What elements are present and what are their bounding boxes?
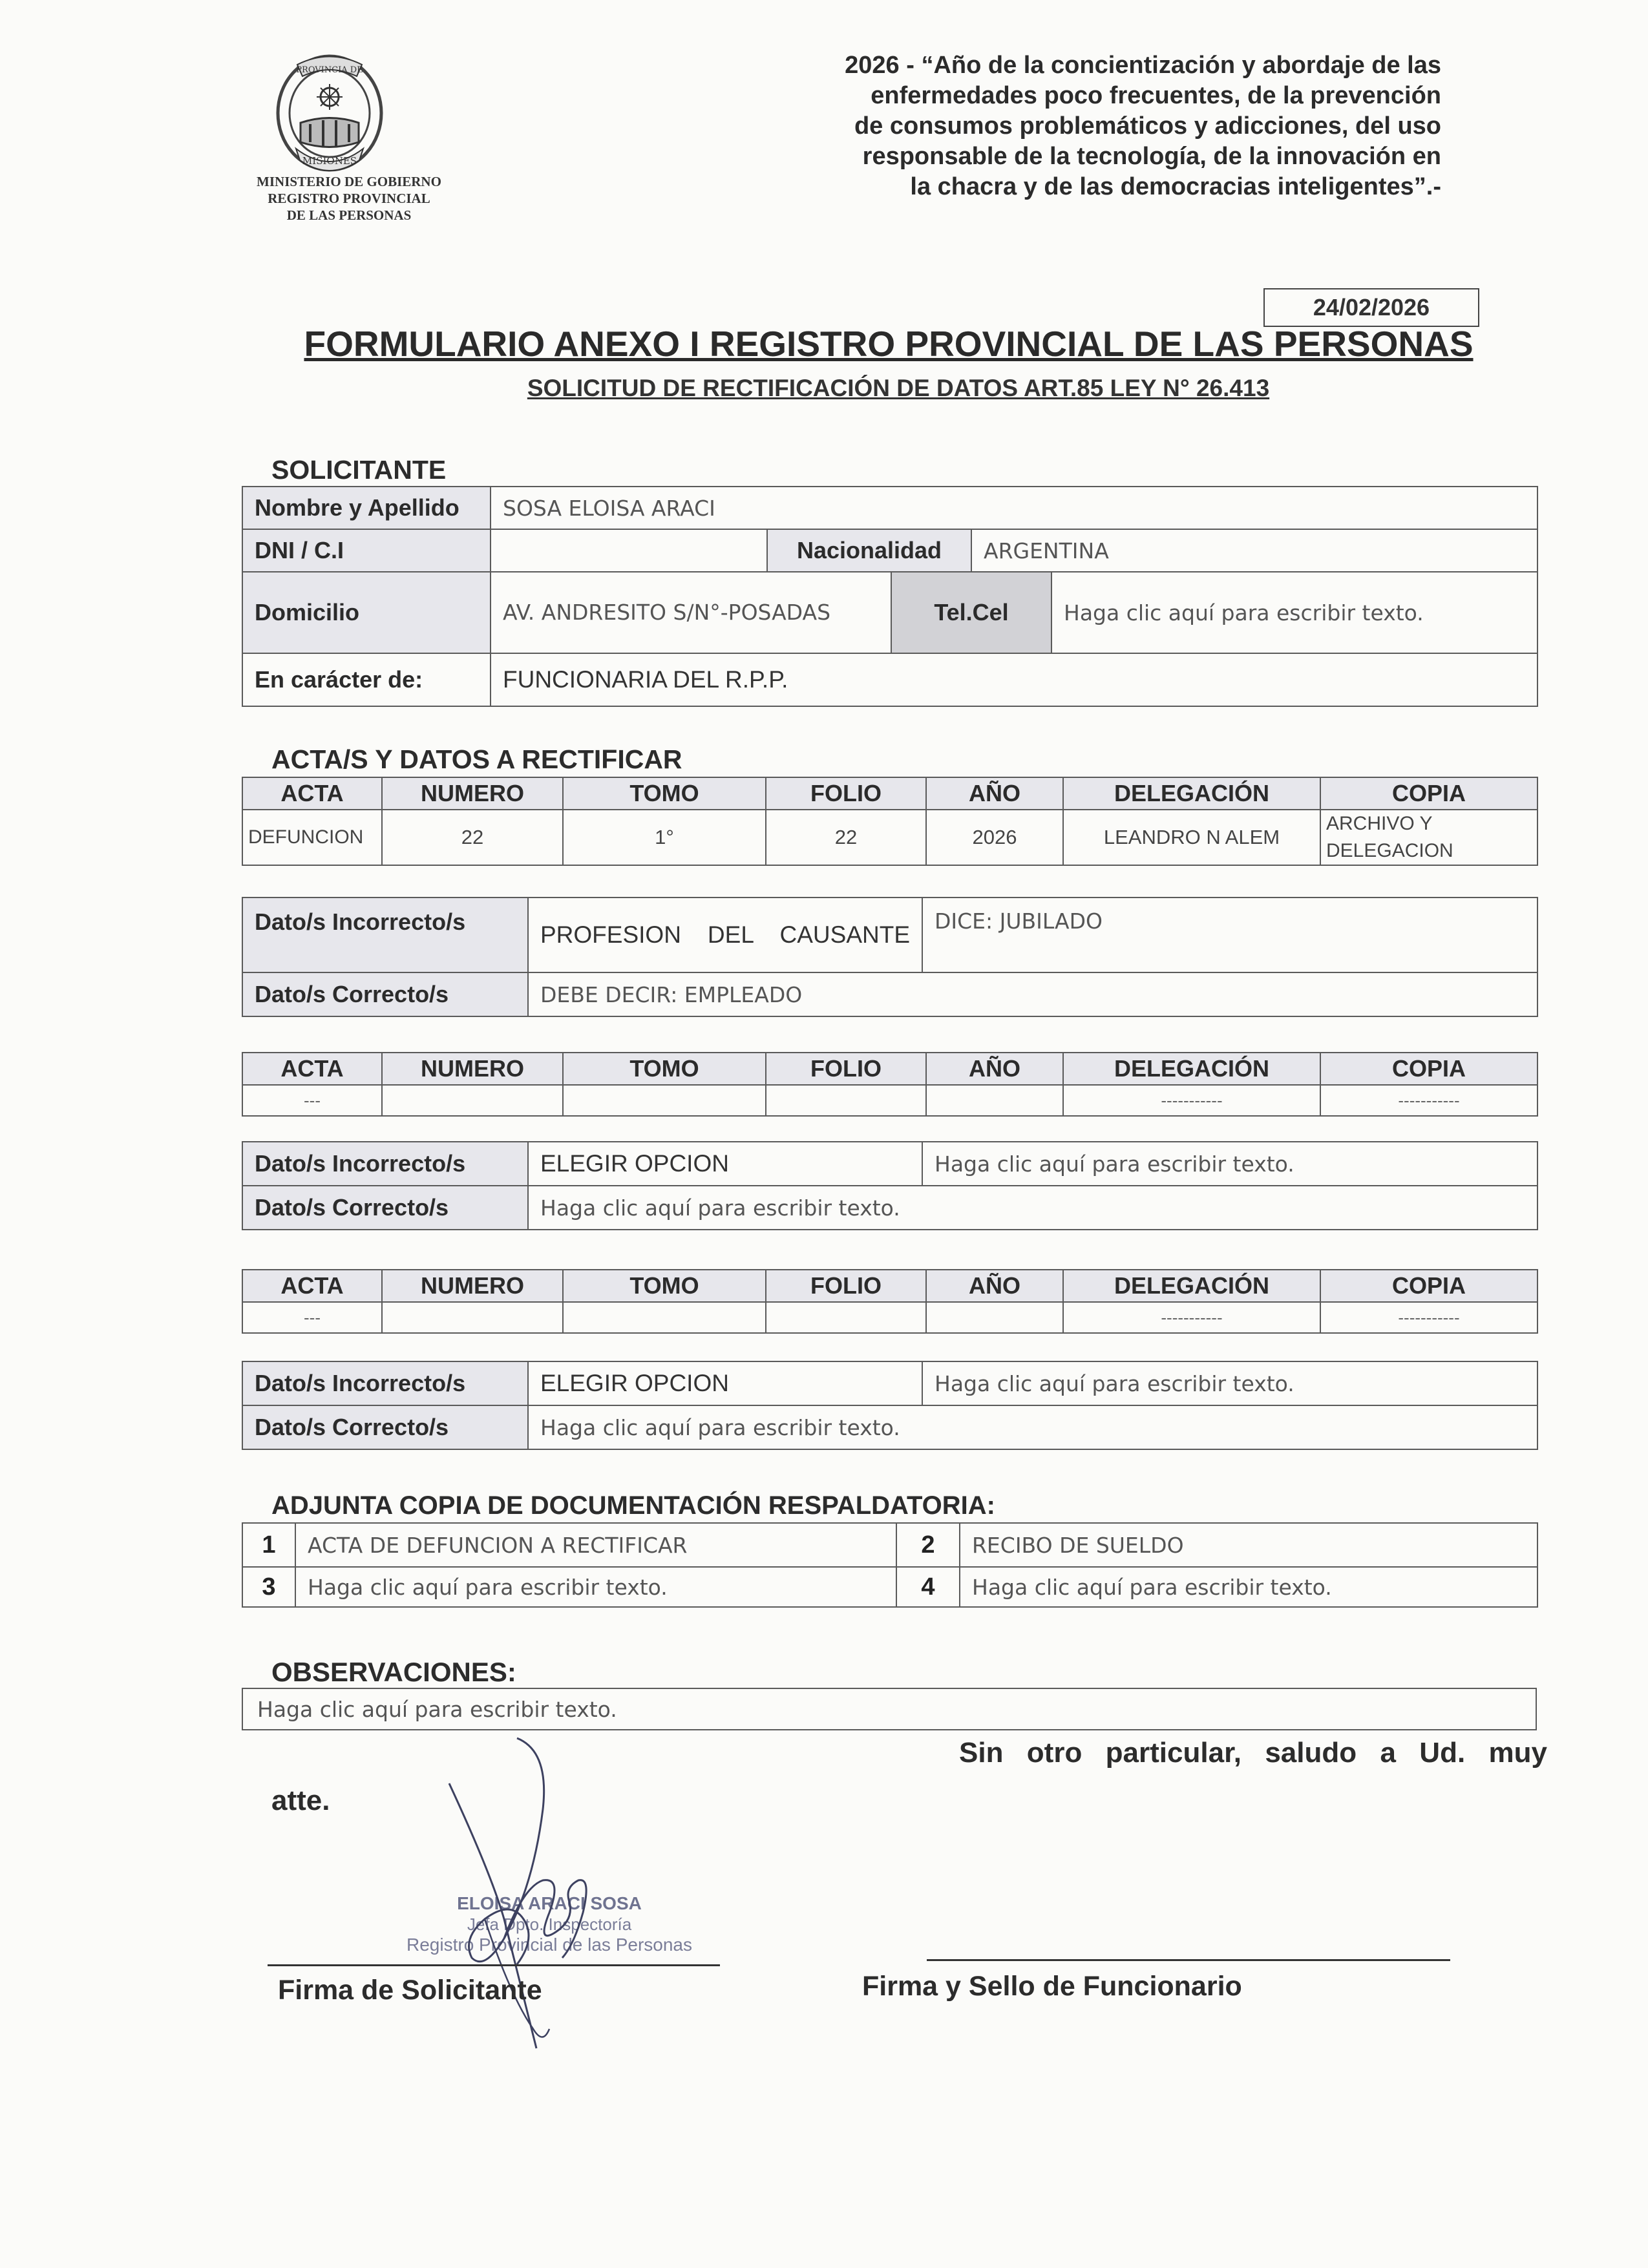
col-folio: FOLIO: [766, 1053, 926, 1085]
tel-field[interactable]: Haga clic aquí para escribir texto.: [1051, 572, 1537, 653]
acta-table-3: [242, 1269, 1538, 1334]
ministry-block: [220, 173, 478, 224]
crest-bottom-text: MISIONES: [302, 155, 357, 167]
anio-cell[interactable]: [926, 1085, 1063, 1116]
stamp-role: Jefa Dpto. Inspectoría: [467, 1915, 632, 1934]
col-copia: COPIA: [1320, 777, 1537, 810]
actas-heading: ACTA/S Y DATOS A RECTIFICAR: [271, 744, 682, 774]
stamp-org: Registro Provincial de las Personas: [407, 1935, 692, 1955]
domicilio-label: Domicilio: [242, 572, 491, 653]
nacionalidad-label: Nacionalidad: [767, 529, 971, 572]
item-field[interactable]: Haga clic aquí para escribir texto.: [960, 1567, 1537, 1607]
col-tomo: TOMO: [563, 777, 766, 810]
incorrecto-option[interactable]: PROFESION DEL CAUSANTE: [528, 898, 922, 972]
item-number: 1: [242, 1523, 295, 1567]
nacionalidad-field[interactable]: ARGENTINA: [971, 529, 1537, 572]
list-item: [242, 1523, 1537, 1567]
motto-line: responsable de la tecnología, de la innovación en: [862, 143, 1441, 170]
incorrecto-label: Dato/s Incorrecto/s: [242, 898, 528, 972]
item-field[interactable]: RECIBO DE SUELDO: [960, 1523, 1537, 1567]
copia-cell[interactable]: ARCHIVO Y DELEGACION: [1320, 810, 1537, 865]
copia-cell[interactable]: -----------: [1320, 1085, 1537, 1116]
delegacion-cell[interactable]: -----------: [1063, 1085, 1320, 1116]
date-field[interactable]: 24/02/2026: [1263, 288, 1479, 327]
firma-solicitante-label: Firma de Solicitante: [278, 1975, 542, 2006]
motto-line: la chacra y de las democracias inteligentes”.-: [910, 173, 1441, 200]
col-anio: AÑO: [926, 1053, 1063, 1085]
dato-table-1: [242, 897, 1538, 1017]
solicitante-table: [242, 486, 1538, 707]
domicilio-field[interactable]: AV. ANDRESITO S/N°-POSADAS: [491, 572, 891, 653]
dni-field[interactable]: [491, 529, 767, 572]
numero-cell[interactable]: [382, 1302, 563, 1333]
ministry-line: DE LAS PERSONAS: [286, 207, 412, 223]
nombre-label: Nombre y Apellido: [242, 487, 491, 529]
col-tomo: TOMO: [563, 1270, 766, 1302]
col-folio: FOLIO: [766, 777, 926, 810]
acta-cell[interactable]: ---: [242, 1085, 382, 1116]
correcto-text[interactable]: Haga clic aquí para escribir texto.: [528, 1405, 1537, 1449]
col-numero: NUMERO: [382, 1270, 563, 1302]
correcto-label: Dato/s Correcto/s: [242, 1405, 528, 1449]
folio-cell[interactable]: [766, 1302, 926, 1333]
adjunta-heading: ADJUNTA COPIA DE DOCUMENTACIÓN RESPALDATORIA:: [271, 1491, 995, 1520]
col-anio: AÑO: [926, 777, 1063, 810]
motto-line: enfermedades poco frecuentes, de la prevención: [871, 82, 1441, 109]
col-anio: AÑO: [926, 1270, 1063, 1302]
closing-line-1: Sin otro particular, saludo a Ud. muy: [959, 1737, 1547, 1769]
incorrecto-text[interactable]: Haga clic aquí para escribir texto.: [922, 1142, 1537, 1186]
provincia-misiones-crest-icon: [271, 52, 388, 174]
anio-cell[interactable]: 2026: [926, 810, 1063, 865]
copia-cell[interactable]: -----------: [1320, 1302, 1537, 1333]
item-field[interactable]: ACTA DE DEFUNCION A RECTIFICAR: [295, 1523, 896, 1567]
numero-cell[interactable]: [382, 1085, 563, 1116]
col-acta: ACTA: [242, 1270, 382, 1302]
item-number: 2: [896, 1523, 960, 1567]
col-folio: FOLIO: [766, 1270, 926, 1302]
firma-funcionario-line: [927, 1959, 1450, 1961]
observaciones-heading: OBSERVACIONES:: [271, 1657, 516, 1687]
firma-solicitante-line: [268, 1964, 720, 1966]
incorrecto-text[interactable]: DICE: JUBILADO: [922, 898, 1537, 972]
tomo-cell[interactable]: [563, 1085, 766, 1116]
acta-table-1: [242, 777, 1538, 866]
acta-cell[interactable]: DEFUNCION: [242, 810, 382, 865]
form-title: FORMULARIO ANEXO I REGISTRO PROVINCIAL DE LAS PERSONAS: [304, 324, 1474, 364]
col-copia: COPIA: [1320, 1270, 1537, 1302]
correcto-label: Dato/s Correcto/s: [242, 1186, 528, 1230]
motto-line: 2026 - “Año de la concientización y abordaje de las: [845, 52, 1441, 79]
dni-label: DNI / C.I: [242, 529, 491, 572]
incorrecto-option-select[interactable]: ELEGIR OPCION: [528, 1361, 922, 1405]
col-delegacion: DELEGACIÓN: [1063, 1053, 1320, 1085]
handwritten-signature-icon: [414, 1725, 659, 2061]
acta-table-2: [242, 1052, 1538, 1117]
col-numero: NUMERO: [382, 777, 563, 810]
delegacion-cell[interactable]: -----------: [1063, 1302, 1320, 1333]
nombre-field[interactable]: SOSA ELOISA ARACI: [491, 487, 1537, 529]
incorrecto-option-select[interactable]: ELEGIR OPCION: [528, 1142, 922, 1186]
stamp-name: ELOISA ARACI SOSA: [457, 1893, 642, 1913]
item-field[interactable]: Haga clic aquí para escribir texto.: [295, 1567, 896, 1607]
incorrecto-text[interactable]: Haga clic aquí para escribir texto.: [922, 1361, 1537, 1405]
correcto-text[interactable]: Haga clic aquí para escribir texto.: [528, 1186, 1537, 1230]
solicitante-heading: SOLICITANTE: [271, 455, 447, 485]
col-tomo: TOMO: [563, 1053, 766, 1085]
caracter-label: En carácter de:: [242, 653, 491, 706]
acta-cell[interactable]: ---: [242, 1302, 382, 1333]
firma-funcionario-label: Firma y Sello de Funcionario: [862, 1971, 1242, 2002]
delegacion-cell[interactable]: LEANDRO N ALEM: [1063, 810, 1320, 865]
folio-cell[interactable]: [766, 1085, 926, 1116]
tomo-cell[interactable]: [563, 1302, 766, 1333]
incorrecto-label: Dato/s Incorrecto/s: [242, 1361, 528, 1405]
item-number: 3: [242, 1567, 295, 1607]
anio-cell[interactable]: [926, 1302, 1063, 1333]
col-delegacion: DELEGACIÓN: [1063, 1270, 1320, 1302]
item-number: 4: [896, 1567, 960, 1607]
table-row: [242, 810, 1537, 865]
correcto-label: Dato/s Correcto/s: [242, 972, 528, 1016]
year-motto: [672, 50, 1441, 202]
col-numero: NUMERO: [382, 1053, 563, 1085]
dato-table-2: [242, 1141, 1538, 1230]
ministry-line: MINISTERIO DE GOBIERNO: [257, 174, 441, 189]
col-copia: COPIA: [1320, 1053, 1537, 1085]
observaciones-table: [242, 1688, 1537, 1730]
table-row: [242, 1302, 1537, 1333]
motto-line: de consumos problemáticos y adicciones, del uso: [854, 112, 1441, 140]
tel-label: Tel.Cel: [891, 572, 1051, 653]
correcto-text[interactable]: DEBE DECIR: EMPLEADO: [528, 972, 1537, 1016]
caracter-field[interactable]: FUNCIONARIA DEL R.P.P.: [491, 653, 1537, 706]
numero-cell[interactable]: 22: [382, 810, 563, 865]
adjunta-table: [242, 1522, 1538, 1608]
tomo-cell[interactable]: 1°: [563, 810, 766, 865]
table-row: [242, 1085, 1537, 1116]
col-acta: ACTA: [242, 1053, 382, 1085]
observaciones-field[interactable]: Haga clic aquí para escribir texto.: [242, 1688, 1536, 1730]
list-item: [242, 1567, 1537, 1607]
dato-table-3: [242, 1361, 1538, 1450]
col-acta: ACTA: [242, 777, 382, 810]
crest-top-text: PROVINCIA DE: [296, 65, 363, 75]
col-delegacion: DELEGACIÓN: [1063, 777, 1320, 810]
form-subtitle: SOLICITUD DE RECTIFICACIÓN DE DATOS ART.85 LEY N° 26.413: [527, 375, 1270, 401]
incorrecto-label: Dato/s Incorrecto/s: [242, 1142, 528, 1186]
closing-line-2: atte.: [271, 1785, 330, 1816]
ministry-line: REGISTRO PROVINCIAL: [268, 191, 430, 206]
folio-cell[interactable]: 22: [766, 810, 926, 865]
